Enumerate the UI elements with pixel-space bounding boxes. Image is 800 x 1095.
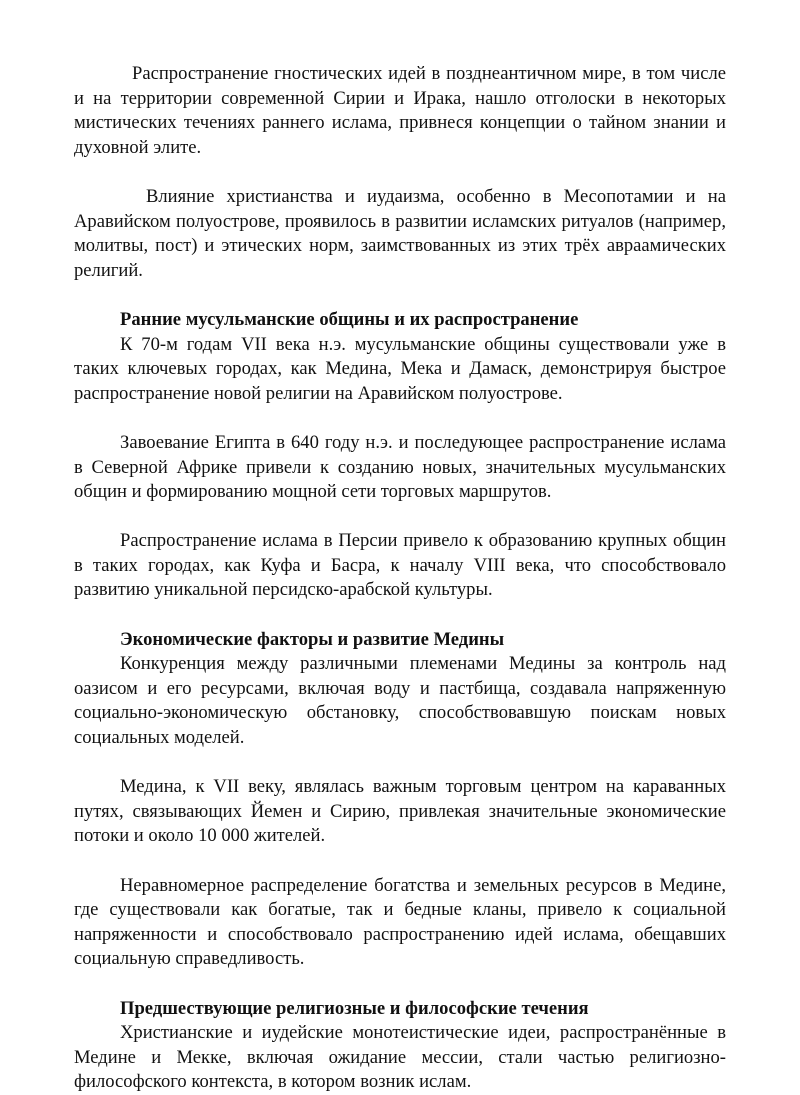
section-1-paragraph-1: К 70-м годам VII века н.э. мусульманские общины существовали уже в таких ключевых городах, как Медина, Мека и Дамаск, демонстрируя быстрое распространение новой религии на Аравийском полуострове. bbox=[74, 333, 726, 404]
section-2-paragraph-1: Конкуренция между различными племенами Медины за контроль над оазисом и его ресурсами, включая воду и пастбища, создавала напряженную социально-экономическую обстановку, способствовавшую поискам новых социальных моделей. bbox=[74, 653, 726, 749]
intro-paragraph-1: Распространение гностических идей в позднеантичном мире, в том числе и на территории современной Сирии и Ирака, нашло отголоски в некоторых мистических течениях раннего ислама, привнеся концепции о тайном знании и духовной элите. bbox=[74, 63, 726, 158]
section-heading-preceding-currents: Предшествующие религиозные и философские течения bbox=[120, 997, 589, 1019]
section-heading-medina-economy: Экономические факторы и развитие Медины bbox=[120, 628, 505, 650]
section-3-paragraph-1: Христианские и иудейские монотеистические идеи, распространённые в Медине и Мекке, включая ожидание мессии, стали частью религиозно-философского контекста, в котором возник ислам. bbox=[74, 1022, 726, 1093]
section-1-paragraph-3: Распространение ислама в Персии привело к образованию крупных общин в таких городах, как Куфа и Басра, к началу VIII века, что способствовало развитию уникальной персидско-арабской культуры. bbox=[74, 530, 726, 601]
intro-paragraph-2: Влияние христианства и иудаизма, особенно в Месопотамии и на Аравийском полуострове, проявилось в развитии исламских ритуалов (например, молитвы, пост) и этических норм, заимствованных из этих трёх авраамических религий. bbox=[74, 185, 726, 281]
section-1-paragraph-2: Завоевание Египта в 640 году н.э. и последующее распространение ислама в Северной Африке привели к созданию новых, значительных мусульманских общин и формированию мощной сети торговых маршрутов. bbox=[74, 431, 726, 503]
section-2-paragraph-3: Неравномерное распределение богатства и земельных ресурсов в Медине, где существовали как богатые, так и бедные кланы, привело к социальной напряженности и способствовало распространению идей ислама, обещавших социальную справедливость. bbox=[74, 874, 726, 970]
section-2-paragraph-2: Медина, к VII веку, являлась важным торговым центром на караванных путях, связывающих Йемен и Сирию, привлекая значительные экономические потоки и около 10 000 жителей. bbox=[74, 776, 726, 847]
section-heading-early-communities: Ранние мусульманские общины и их распространение bbox=[120, 308, 579, 330]
